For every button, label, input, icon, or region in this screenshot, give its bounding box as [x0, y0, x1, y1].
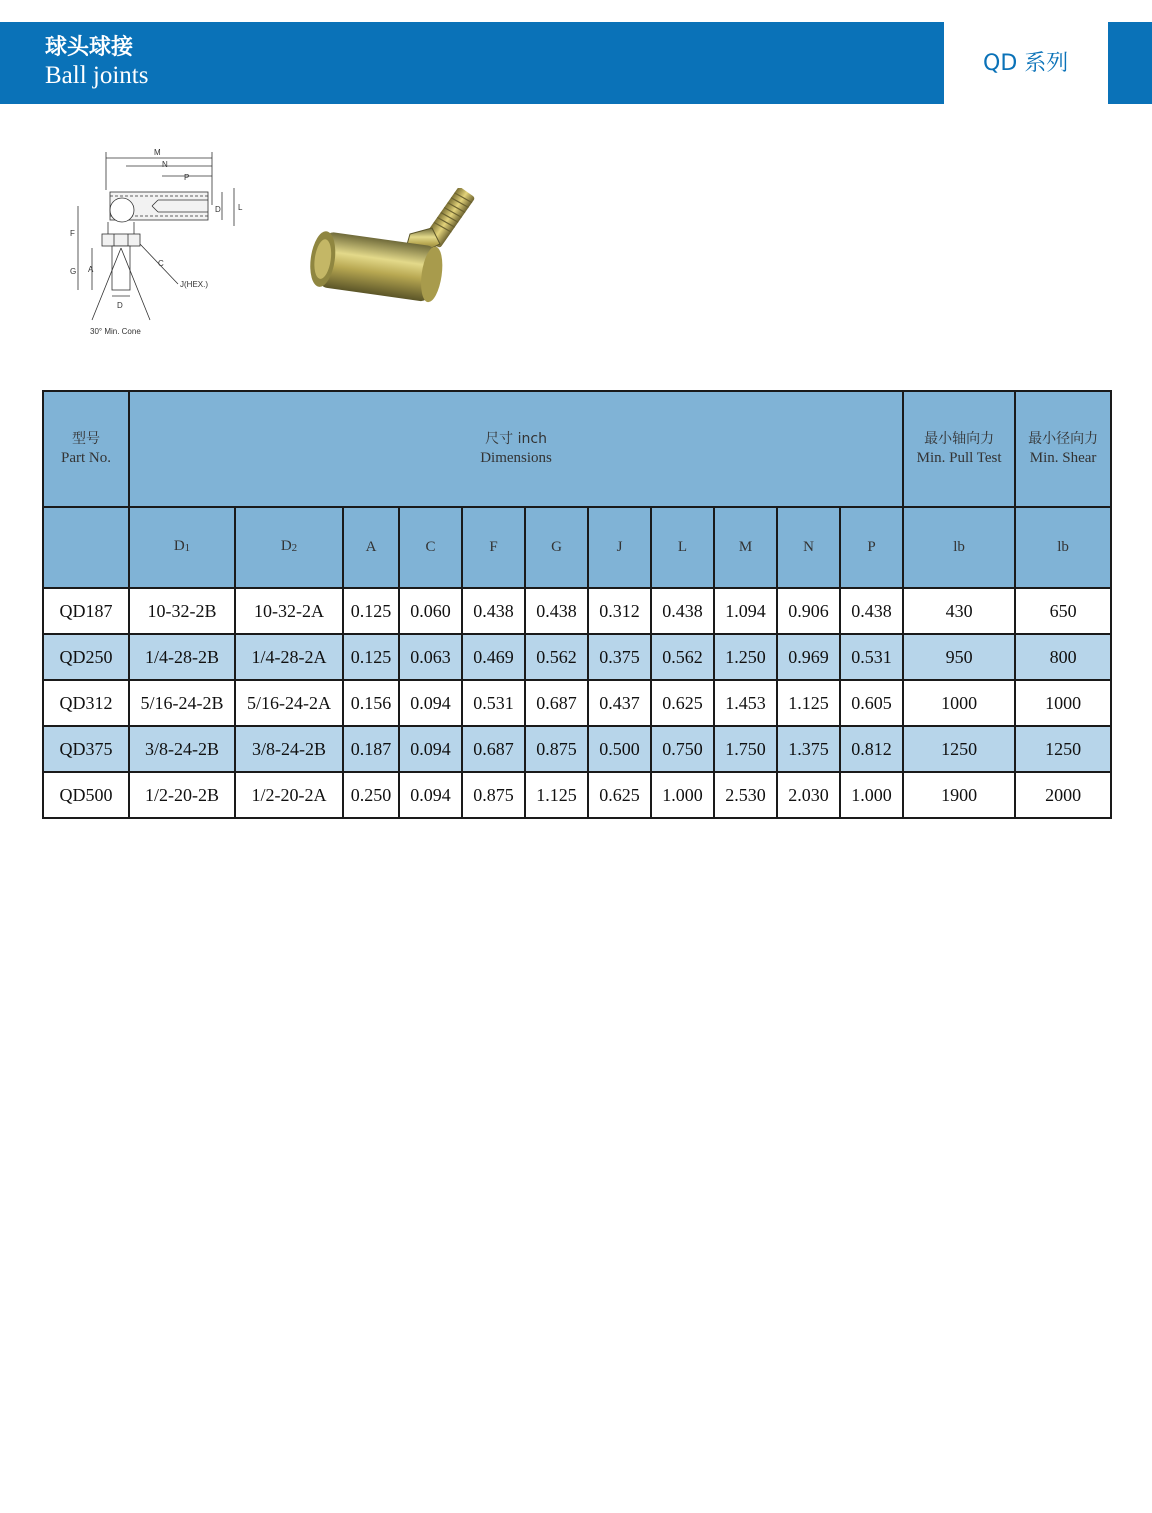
page-title-en: Ball joints — [45, 62, 149, 89]
cell-part: QD312 — [43, 680, 129, 726]
cell-c: 0.094 — [399, 680, 462, 726]
cell-c: 0.094 — [399, 772, 462, 818]
cell-p: 0.605 — [840, 680, 903, 726]
cell-j: 0.312 — [588, 588, 651, 634]
col-m: M — [714, 507, 777, 588]
cell-p: 1.000 — [840, 772, 903, 818]
header-part-no-cn: 型号 — [72, 431, 100, 447]
cell-j: 0.500 — [588, 726, 651, 772]
cell-pull: 1900 — [903, 772, 1015, 818]
label-cone: 30° Min. Cone — [90, 327, 141, 336]
col-d1: $D_1$ — [129, 507, 235, 588]
label-f: F — [70, 229, 75, 238]
label-n: N — [162, 160, 168, 169]
table-row — [43, 634, 1111, 680]
cell-f: 0.875 — [462, 772, 525, 818]
cell-l: 0.438 — [651, 588, 714, 634]
cell-a: 0.156 — [343, 680, 399, 726]
cell-f: 0.438 — [462, 588, 525, 634]
cell-f: 0.531 — [462, 680, 525, 726]
cell-a: 0.125 — [343, 634, 399, 680]
col-d2: $D_2$ — [235, 507, 343, 588]
cell-f: 0.469 — [462, 634, 525, 680]
cell-a: 0.250 — [343, 772, 399, 818]
col-p: P — [840, 507, 903, 588]
header-min-shear-en: Min. Shear — [1029, 450, 1097, 466]
cell-n: 0.969 — [777, 634, 840, 680]
header-min-shear-cn: 最小径向力 — [1028, 431, 1099, 447]
cell-g: 0.875 — [525, 726, 588, 772]
cell-l: 1.000 — [651, 772, 714, 818]
table-row — [43, 726, 1111, 772]
cell-m: 1.250 — [714, 634, 777, 680]
cell-n: 1.125 — [777, 680, 840, 726]
cell-pull: 1250 — [903, 726, 1015, 772]
label-d2: D — [117, 301, 123, 310]
cell-d1: 3/8-24-2B — [129, 726, 235, 772]
cell-p: 0.438 — [840, 588, 903, 634]
header-blank — [43, 507, 129, 588]
header-part-no — [43, 391, 129, 507]
product-photo — [292, 188, 492, 318]
cell-l: 0.750 — [651, 726, 714, 772]
cell-part: QD187 — [43, 588, 129, 634]
cell-c: 0.063 — [399, 634, 462, 680]
col-j: J — [588, 507, 651, 588]
cell-g: 0.562 — [525, 634, 588, 680]
col-l: L — [651, 507, 714, 588]
cell-part: QD250 — [43, 634, 129, 680]
cell-d2: 3/8-24-2B — [235, 726, 343, 772]
col-n: N — [777, 507, 840, 588]
spec-table — [42, 390, 1112, 819]
header-min-pull — [903, 391, 1015, 507]
cell-d2: 1/4-28-2A — [235, 634, 343, 680]
cell-m: 1.750 — [714, 726, 777, 772]
cell-d2: 1/2-20-2A — [235, 772, 343, 818]
cell-g: 0.438 — [525, 588, 588, 634]
cell-d1: 10-32-2B — [129, 588, 235, 634]
label-d1: D — [215, 205, 221, 214]
cell-c: 0.094 — [399, 726, 462, 772]
cell-p: 0.531 — [840, 634, 903, 680]
cell-f: 0.687 — [462, 726, 525, 772]
label-g: G — [70, 267, 77, 276]
cell-shear: 1000 — [1015, 680, 1111, 726]
header-dimensions-en: Dimensions — [480, 450, 552, 466]
technical-drawing — [62, 140, 274, 340]
table-row — [43, 772, 1111, 818]
cell-part: QD500 — [43, 772, 129, 818]
header-min-pull-en: Min. Pull Test — [916, 450, 1002, 466]
cell-d2: 10-32-2A — [235, 588, 343, 634]
cell-n: 2.030 — [777, 772, 840, 818]
table-row — [43, 588, 1111, 634]
cell-g: 0.687 — [525, 680, 588, 726]
cell-p: 0.812 — [840, 726, 903, 772]
header-dimensions — [129, 391, 903, 507]
label-j-hex: J(HEX.) — [180, 280, 208, 289]
table-row — [43, 680, 1111, 726]
header-min-pull-cn: 最小轴向力 — [924, 431, 995, 447]
cell-m: 2.530 — [714, 772, 777, 818]
cell-part: QD375 — [43, 726, 129, 772]
cell-j: 0.625 — [588, 772, 651, 818]
page-title-cn: 球头球接 — [45, 35, 134, 60]
series-label: QD 系列 — [983, 51, 1069, 76]
col-pull-unit: lb — [903, 507, 1015, 588]
cell-shear: 1250 — [1015, 726, 1111, 772]
cell-m: 1.094 — [714, 588, 777, 634]
cell-n: 1.375 — [777, 726, 840, 772]
header-part-no-en: Part No. — [61, 450, 111, 466]
cell-d1: 1/2-20-2B — [129, 772, 235, 818]
cell-a: 0.187 — [343, 726, 399, 772]
cell-j: 0.437 — [588, 680, 651, 726]
label-p: P — [184, 173, 190, 182]
col-shear-unit: lb — [1015, 507, 1111, 588]
cell-a: 0.125 — [343, 588, 399, 634]
cell-pull: 950 — [903, 634, 1015, 680]
cell-shear: 650 — [1015, 588, 1111, 634]
cell-n: 0.906 — [777, 588, 840, 634]
cell-d1: 5/16-24-2B — [129, 680, 235, 726]
cell-shear: 2000 — [1015, 772, 1111, 818]
label-c: C — [158, 259, 164, 268]
cell-pull: 430 — [903, 588, 1015, 634]
col-f: F — [462, 507, 525, 588]
col-a: A — [343, 507, 399, 588]
col-g: G — [525, 507, 588, 588]
label-l: L — [238, 203, 243, 212]
cell-l: 0.625 — [651, 680, 714, 726]
cell-shear: 800 — [1015, 634, 1111, 680]
header-dimensions-cn: 尺寸 inch — [485, 431, 547, 447]
cell-m: 1.453 — [714, 680, 777, 726]
header-min-shear — [1015, 391, 1111, 507]
label-m: M — [154, 148, 161, 157]
cell-c: 0.060 — [399, 588, 462, 634]
label-a: A — [88, 265, 94, 274]
header-tab — [1108, 22, 1152, 104]
cell-g: 1.125 — [525, 772, 588, 818]
cell-j: 0.375 — [588, 634, 651, 680]
cell-l: 0.562 — [651, 634, 714, 680]
cell-pull: 1000 — [903, 680, 1015, 726]
col-c: C — [399, 507, 462, 588]
cell-d2: 5/16-24-2A — [235, 680, 343, 726]
cell-d1: 1/4-28-2B — [129, 634, 235, 680]
